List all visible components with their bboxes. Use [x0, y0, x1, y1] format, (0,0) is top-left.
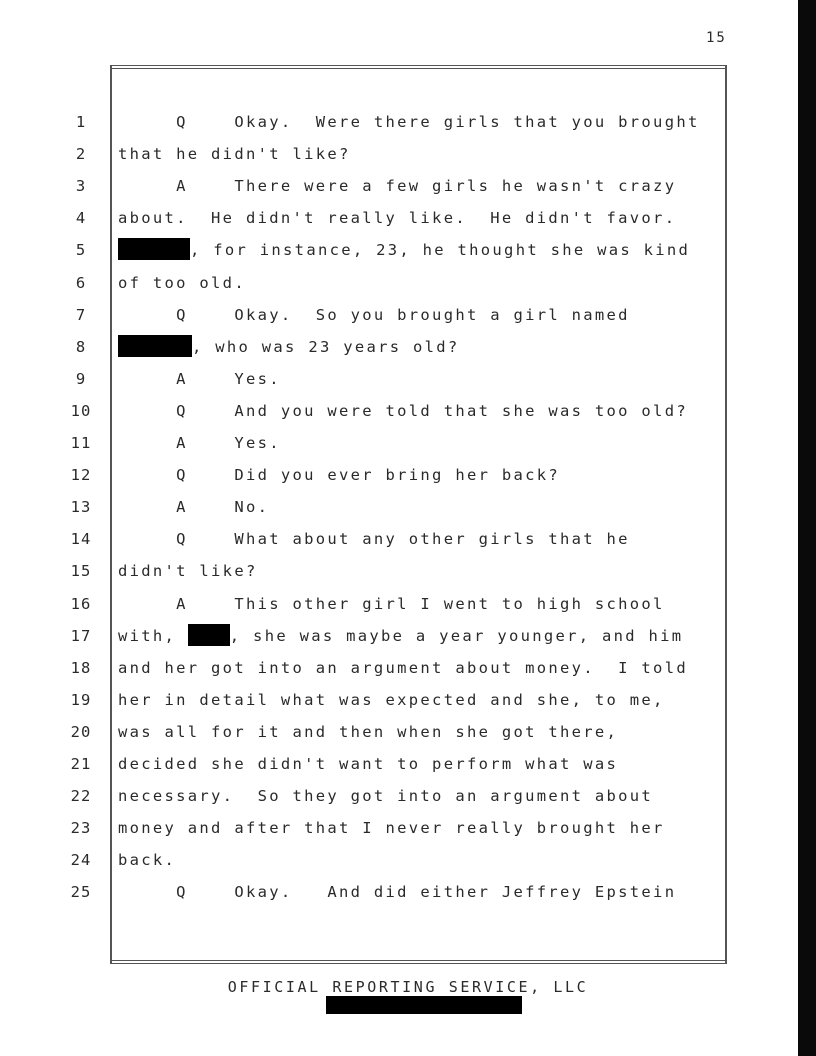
line-number: 23	[70, 819, 92, 838]
transcript-line	[0, 202, 740, 234]
line-text-segment: about. He didn't really like. He didn't favor.	[118, 209, 677, 228]
line-text	[118, 555, 258, 587]
line-text	[118, 202, 676, 234]
page-number: 15	[706, 30, 727, 46]
transcript-line	[0, 523, 740, 555]
line-text-segment: with,	[118, 626, 188, 645]
line-text-segment: Q What about any other girls that he	[118, 530, 630, 549]
line-text-segment: Q Okay. And did either Jeffrey Epstein	[118, 883, 677, 902]
line-text	[118, 395, 688, 427]
line-text-segment: back.	[118, 851, 177, 870]
line-text	[118, 170, 676, 202]
redaction-box	[118, 335, 192, 357]
line-text-segment: her in detail what was expected and she, to me,	[118, 690, 665, 709]
line-text-segment: A This other girl I went to high school	[118, 594, 665, 613]
line-text-segment: A There were a few girls he wasn't crazy	[118, 177, 677, 196]
line-text	[118, 234, 690, 266]
transcript-line	[0, 844, 740, 876]
transcript-line	[0, 459, 740, 491]
line-text-segment: Q And you were told that she was too old?	[118, 401, 688, 420]
transcript-line	[0, 780, 740, 812]
line-number: 15	[70, 562, 92, 581]
line-text-segment: A Yes.	[118, 369, 281, 388]
line-text	[118, 331, 460, 363]
line-number: 14	[70, 530, 92, 549]
line-text	[118, 523, 630, 555]
line-number: 3	[75, 177, 87, 196]
line-text	[118, 588, 665, 620]
line-number: 7	[75, 305, 87, 324]
line-text	[118, 876, 676, 908]
scan-edge	[798, 0, 816, 1056]
line-text	[118, 716, 618, 748]
line-text	[118, 780, 653, 812]
line-number: 1	[75, 113, 87, 131]
line-text-segment: didn't like?	[118, 562, 258, 581]
transcript-line	[0, 812, 740, 844]
line-text-segment: decided she didn't want to perform what was	[118, 755, 619, 773]
line-number: 6	[75, 273, 87, 292]
line-number: 10	[70, 401, 92, 420]
line-text	[118, 684, 665, 716]
line-text-segment: was all for it and then when she got there,	[118, 722, 619, 741]
transcript-line	[0, 331, 740, 363]
line-text	[118, 748, 618, 780]
transcript-line	[0, 588, 740, 620]
line-text-segment: Q Did you ever bring her back?	[118, 466, 561, 485]
line-text-segment: necessary. So they got into an argument about	[118, 787, 654, 806]
line-number: 22	[70, 787, 92, 806]
line-number: 24	[70, 851, 92, 870]
transcript-line	[0, 363, 740, 395]
transcript-line	[0, 620, 740, 652]
line-text-segment: money and after that I never really brought her	[118, 819, 665, 838]
line-number: 20	[70, 722, 92, 741]
transcript-line	[0, 299, 740, 331]
frame-bottom-rule	[110, 960, 727, 964]
line-number: 16	[70, 594, 92, 613]
line-text-segment: , for instance, 23, he thought she was kind	[190, 241, 691, 260]
line-text	[118, 812, 665, 844]
transcript-line	[0, 170, 740, 202]
transcript-line	[0, 716, 740, 748]
redaction-box	[118, 238, 190, 260]
line-text	[118, 459, 560, 491]
line-number: 9	[75, 369, 87, 388]
line-number: 17	[70, 626, 92, 645]
line-number: 11	[70, 434, 92, 452]
line-text-segment: A Yes.	[118, 434, 281, 452]
line-text-segment: and her got into an argument about money. I told	[118, 658, 688, 677]
line-text	[118, 844, 176, 876]
transcript-line	[0, 876, 740, 908]
transcript-line	[0, 748, 740, 780]
transcript-line	[0, 234, 740, 266]
redaction-box	[188, 624, 230, 646]
line-number: 2	[75, 145, 87, 164]
line-text	[118, 427, 281, 459]
line-text	[118, 138, 351, 170]
line-text-segment: Q Okay. Were there girls that you brought	[118, 113, 700, 131]
transcript-line	[0, 491, 740, 523]
line-text	[118, 106, 700, 138]
line-number: 8	[75, 337, 87, 356]
line-number: 4	[75, 209, 87, 228]
transcript-line	[0, 427, 740, 459]
transcript-line	[0, 652, 740, 684]
line-number: 21	[70, 755, 92, 773]
footer-reporter: OFFICIAL REPORTING SERVICE, LLC	[227, 978, 589, 996]
transcript-line	[0, 684, 740, 716]
line-number: 12	[70, 466, 92, 485]
line-text-segment: , who was 23 years old?	[192, 337, 460, 356]
transcript-line	[0, 106, 740, 138]
transcript-line	[0, 138, 740, 170]
line-text-segment: of too old.	[118, 273, 246, 292]
line-text-segment: , she was maybe a year younger, and him	[229, 626, 684, 645]
transcript-line	[0, 267, 740, 299]
line-number: 5	[75, 241, 87, 260]
line-text	[118, 491, 269, 523]
line-text	[118, 620, 683, 652]
line-text	[118, 652, 688, 684]
line-number: 25	[70, 883, 92, 902]
transcript-line	[0, 555, 740, 587]
line-number: 18	[70, 658, 92, 677]
line-text-segment: A No.	[118, 498, 270, 517]
line-text	[118, 363, 281, 395]
transcript-line	[0, 395, 740, 427]
frame-top-rule	[110, 65, 727, 69]
line-number: 13	[70, 498, 92, 517]
line-text-segment: that he didn't like?	[118, 145, 351, 164]
line-text-segment: Q Okay. So you brought a girl named	[118, 305, 630, 324]
line-number: 19	[70, 690, 92, 709]
redaction-bar	[326, 996, 522, 1014]
line-text	[118, 267, 246, 299]
line-text	[118, 299, 630, 331]
